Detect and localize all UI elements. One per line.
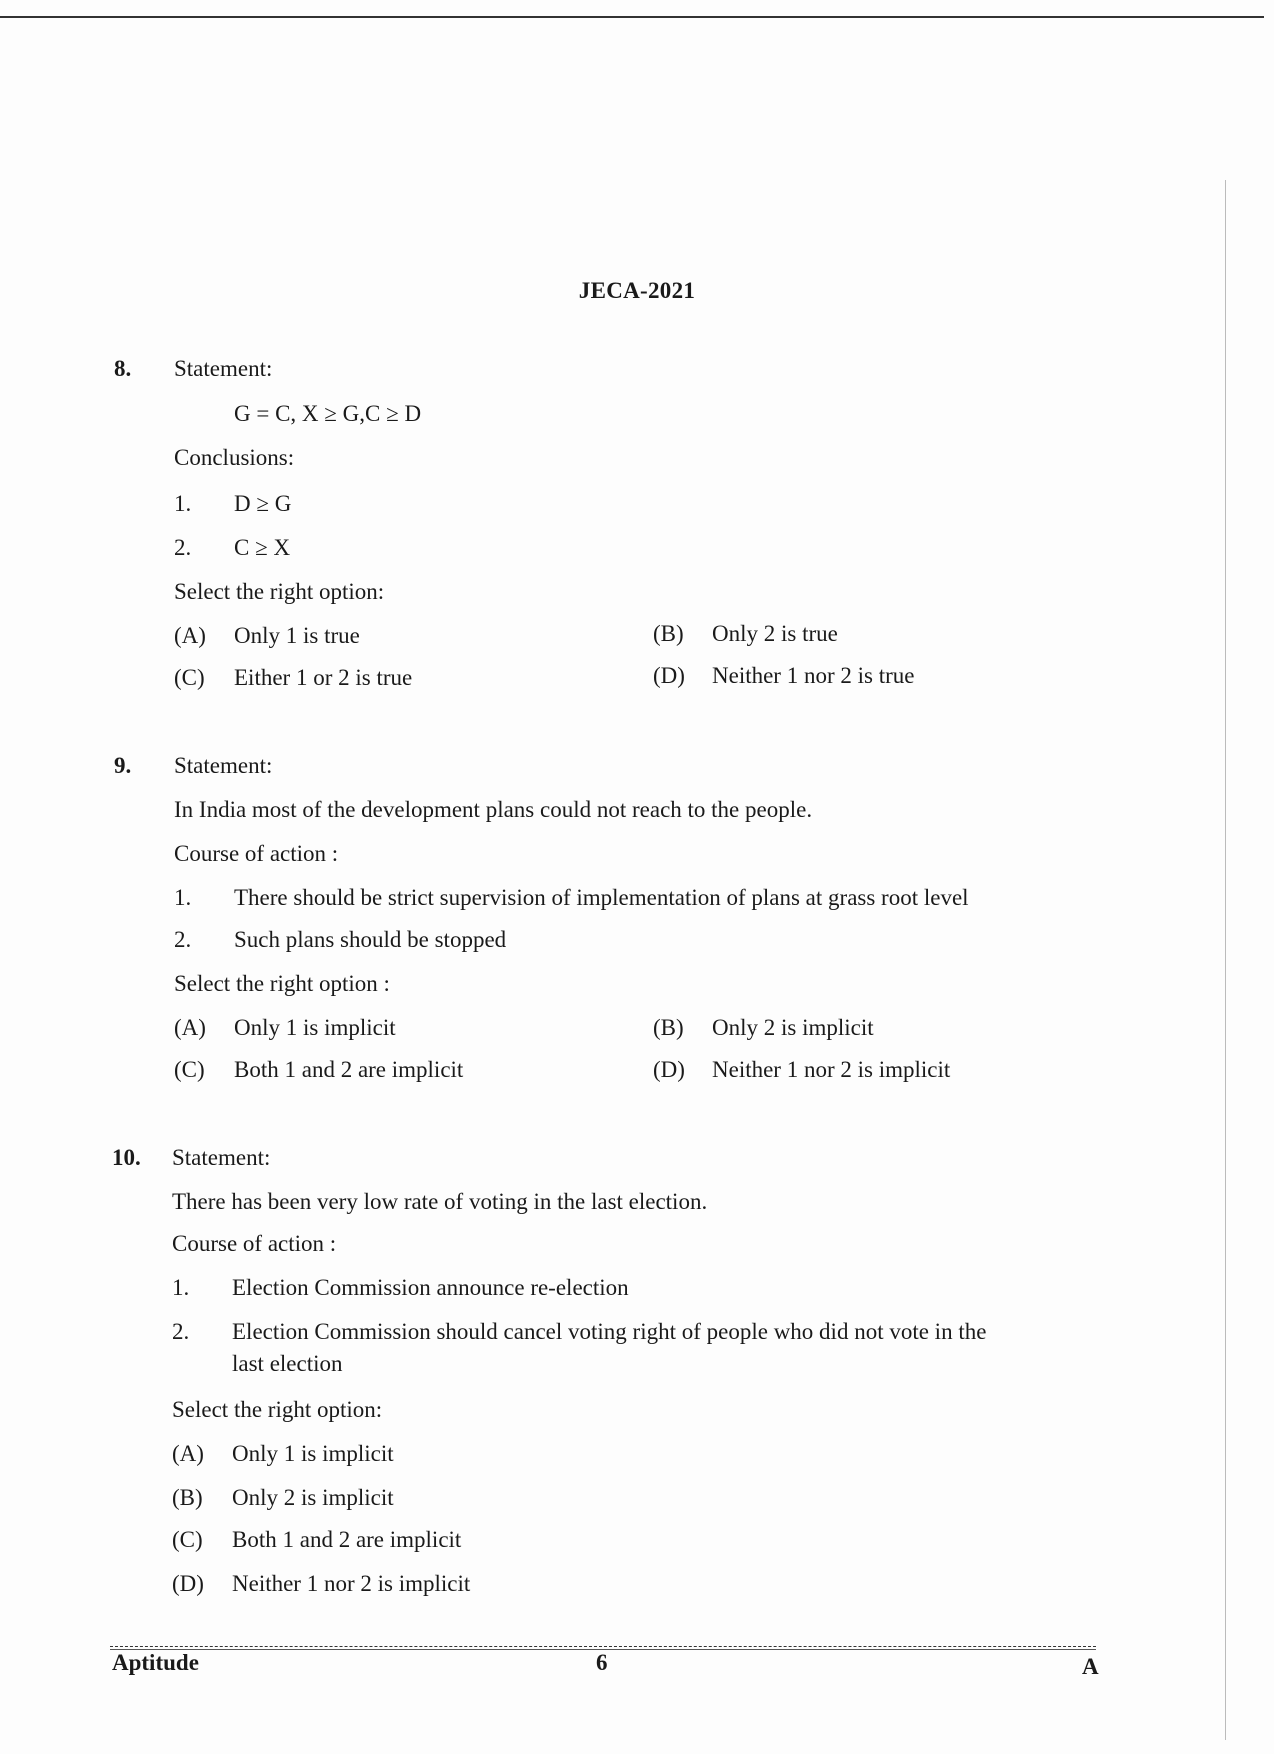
statement-label: Statement: bbox=[172, 1145, 271, 1170]
scan-edge-line bbox=[1225, 180, 1226, 1740]
option-label: (D) bbox=[653, 663, 685, 688]
statement-text: In India most of the development plans could not reach to the people. bbox=[174, 797, 813, 822]
question-number: 10. bbox=[112, 1145, 141, 1170]
item-number: 1. bbox=[174, 491, 192, 516]
item-number: 1. bbox=[172, 1275, 190, 1300]
question-number: 9. bbox=[114, 753, 132, 778]
item-number: 2. bbox=[172, 1319, 190, 1344]
conclusions-label: Conclusions: bbox=[174, 445, 295, 470]
option-text: Either 1 or 2 is true bbox=[234, 665, 413, 690]
option-text: Only 2 is true bbox=[712, 621, 838, 646]
option-label: (A) bbox=[174, 1015, 206, 1040]
item-text-continued: last election bbox=[232, 1351, 343, 1376]
statement-text: G = C, X ≥ G,C ≥ D bbox=[234, 401, 422, 426]
item-text: Election Commission should cancel voting right of people who did not vote in the bbox=[232, 1319, 987, 1344]
option-label: (D) bbox=[172, 1571, 204, 1596]
option-label: (D) bbox=[653, 1057, 685, 1082]
option-label: (B) bbox=[653, 621, 684, 646]
option-text: Only 1 is implicit bbox=[232, 1441, 394, 1466]
option-text: Neither 1 nor 2 is implicit bbox=[232, 1571, 471, 1596]
item-number: 2. bbox=[174, 535, 192, 560]
select-prompt: Select the right option: bbox=[174, 579, 385, 604]
item-text: Election Commission announce re-election bbox=[232, 1275, 629, 1300]
item-text: There should be strict supervision of implementation of plans at grass root level bbox=[234, 885, 969, 910]
item-text: C ≥ X bbox=[234, 535, 291, 560]
statement-text: There has been very low rate of voting in the last election. bbox=[172, 1189, 708, 1214]
option-text: Only 1 is true bbox=[234, 623, 360, 648]
option-label: (A) bbox=[174, 623, 206, 648]
item-number: 2. bbox=[174, 927, 192, 952]
footer-subject: Aptitude bbox=[112, 1650, 199, 1675]
option-text: Both 1 and 2 are implicit bbox=[232, 1527, 462, 1552]
option-label: (A) bbox=[172, 1441, 204, 1466]
footer-booklet-code: A bbox=[1082, 1654, 1099, 1679]
select-prompt: Select the right option: bbox=[172, 1397, 383, 1422]
item-text: D ≥ G bbox=[234, 491, 292, 516]
footer-rule bbox=[110, 1646, 1096, 1647]
footer-page-number: 6 bbox=[596, 1650, 608, 1675]
question-number: 8. bbox=[114, 356, 132, 381]
option-text: Only 2 is implicit bbox=[232, 1485, 394, 1510]
statement-label: Statement: bbox=[174, 356, 273, 381]
top-rule bbox=[0, 16, 1264, 18]
page-header-title: JECA-2021 bbox=[578, 278, 696, 303]
course-of-action-label: Course of action : bbox=[174, 841, 339, 866]
course-of-action-label: Course of action : bbox=[172, 1231, 337, 1256]
option-text: Neither 1 nor 2 is implicit bbox=[712, 1057, 951, 1082]
option-text: Neither 1 nor 2 is true bbox=[712, 663, 915, 688]
statement-label: Statement: bbox=[174, 753, 273, 778]
option-label: (B) bbox=[172, 1485, 203, 1510]
option-label: (B) bbox=[653, 1015, 684, 1040]
item-text: Such plans should be stopped bbox=[234, 927, 507, 952]
option-text: Only 2 is implicit bbox=[712, 1015, 874, 1040]
select-prompt: Select the right option : bbox=[174, 971, 390, 996]
option-label: (C) bbox=[174, 665, 205, 690]
item-number: 1. bbox=[174, 885, 192, 910]
option-label: (C) bbox=[174, 1057, 205, 1082]
option-label: (C) bbox=[172, 1527, 203, 1552]
option-text: Only 1 is implicit bbox=[234, 1015, 396, 1040]
option-text: Both 1 and 2 are implicit bbox=[234, 1057, 464, 1082]
